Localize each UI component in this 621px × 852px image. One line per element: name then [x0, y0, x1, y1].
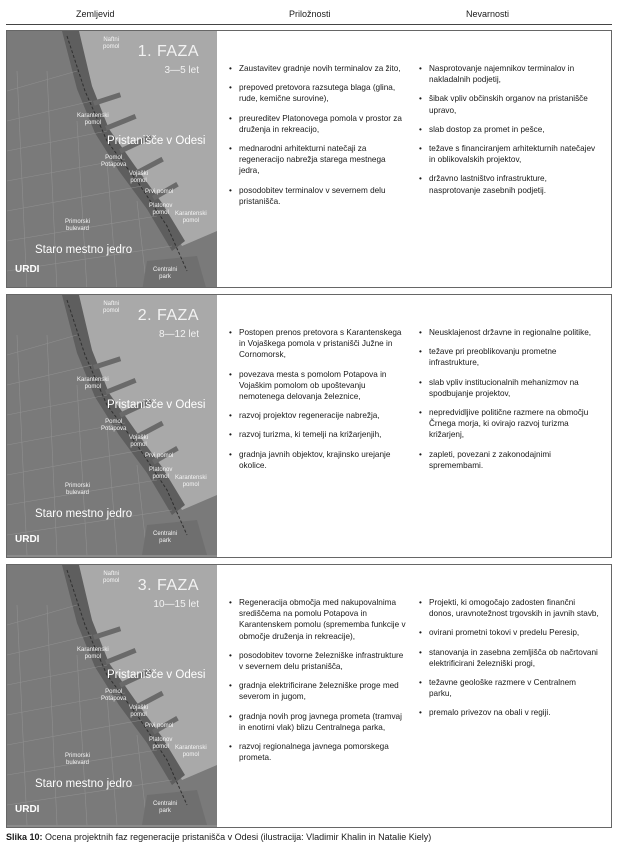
- label-naftni-pomol: Naftni pomol: [103, 571, 120, 584]
- urdi-logo: URDI: [15, 804, 40, 815]
- label-prvi-pomol: Prvi pomol: [145, 453, 174, 459]
- opportunity-item: • povezava mesta s pomolom Potapova in Vojaškim pomolom ob upoštevanju nemotenega delovanja železnice,: [229, 369, 407, 403]
- threats-column: [419, 597, 599, 727]
- threats-column: [419, 327, 599, 479]
- label-primorski: Primorski bulevard: [65, 753, 90, 766]
- threats-column: [419, 63, 599, 204]
- phase-badge: [138, 307, 199, 340]
- figure-caption: [6, 832, 431, 842]
- label-platonov: Platonov pomol: [149, 737, 173, 750]
- threat-item: • težave s financiranjem arhitekturnih natečajev in oblikovalskih projektov,: [419, 143, 599, 165]
- label-platonov: Platonov pomol: [149, 203, 173, 216]
- opportunities-list: [229, 63, 407, 207]
- label-platonov: Platonov pomol: [149, 467, 173, 480]
- label-vojaski: Vojaški pomol: [129, 705, 149, 718]
- threat-item: • zapleti, povezani z zakonodajnimi spremembami.: [419, 449, 599, 471]
- header-opportunities: Priložnosti: [289, 9, 331, 19]
- opportunity-item: • Postopen prenos pretovora s Karantenskega in Vojaškega pomola v pristanišči Južne in Cornomorsk,: [229, 327, 407, 361]
- opportunity-item: • razvoj projektov regeneracije nabrežja,: [229, 410, 407, 421]
- threat-item: • premalo privezov na obali v regiji.: [419, 707, 599, 718]
- threat-item: • težave pri preoblikovanju prometne infrastrukture,: [419, 346, 599, 368]
- phase-title: 2. FAZA: [137, 307, 199, 324]
- header-divider: [6, 24, 612, 25]
- opportunities-column: [229, 327, 407, 479]
- label-karantenski-left: Karantenski pomol: [77, 113, 109, 126]
- label-karantenski-left: Karantenski pomol: [77, 647, 109, 660]
- threat-item: • nepredvidljive politične razmere na območju Črnega morja, ki ovirajo razvoj turizma križarjenj,: [419, 407, 599, 441]
- urdi-logo: URDI: [15, 264, 40, 275]
- phase-title: 1. FAZA: [137, 43, 199, 60]
- opportunity-item: • Zaustavitev gradnje novih terminalov za žito,: [229, 63, 407, 74]
- threat-item: • slab vpliv institucionalnih mehanizmov na spodbujanje projektov,: [419, 377, 599, 399]
- opportunities-column: [229, 597, 407, 771]
- phase-badge: [138, 577, 199, 610]
- threat-item: • stanovanja in zasebna zemljišča ob načrtovani elektrificirani železniški progi,: [419, 647, 599, 669]
- label-vojaski: Vojaški pomol: [129, 435, 149, 448]
- table-header: [6, 9, 606, 21]
- label-port-title: Pristanišče v Odesi: [107, 135, 206, 147]
- label-primorski: Primorski bulevard: [65, 483, 90, 496]
- label-old-town: Staro mestno jedro: [35, 508, 133, 520]
- phase-years: 3—5 let: [164, 65, 199, 76]
- threats-list: [419, 63, 599, 196]
- label-primorski: Primorski bulevard: [65, 219, 90, 232]
- threats-list: [419, 597, 599, 719]
- phase-row: [6, 294, 612, 558]
- opportunities-list: [229, 597, 407, 763]
- threat-item: • Neusklajenost državne in regionalne politike,: [419, 327, 599, 338]
- label-port-title: Pristanišče v Odesi: [107, 669, 206, 681]
- phase-map: [7, 31, 217, 287]
- threat-item: • slab dostop za promet in pešce,: [419, 124, 599, 135]
- label-potapova: Pomol Potapova: [101, 155, 127, 168]
- header-map: Zemljevid: [76, 9, 115, 19]
- label-park: Centralni park: [153, 267, 178, 280]
- phase-years: 10—15 let: [153, 599, 199, 610]
- opportunity-item: • gradnja elektrificirane železniške proge med severom in jugom,: [229, 680, 407, 702]
- threat-item: • težavne geološke razmere v Centralnem parku,: [419, 677, 599, 699]
- label-karantenski-left: Karantenski pomol: [77, 377, 109, 390]
- caption-label: Slika 10:: [6, 832, 43, 842]
- threat-item: • Projekti, ki omogočajo zadosten finančni donos, uravnotežnost trgovskih in javnih stavb,: [419, 597, 599, 619]
- opportunities-list: [229, 327, 407, 471]
- opportunity-item: • mednarodni arhitekturni natečaji za regeneracijo nabrežja starega mestnega jedra,: [229, 143, 407, 177]
- phase-years: 8—12 let: [158, 329, 199, 340]
- threat-item: • državno lastništvo infrastrukture, nasprotovanje zasebnih podjetij.: [419, 173, 599, 195]
- label-old-town: Staro mestno jedro: [35, 244, 133, 256]
- opportunities-column: [229, 63, 407, 215]
- opportunity-item: • posodobitev terminalov v severnem delu pristanišča.: [229, 185, 407, 207]
- phase-map: [7, 295, 217, 557]
- phase-row: [6, 30, 612, 288]
- label-vojaski: Vojaški pomol: [129, 171, 149, 184]
- phase-map: [7, 565, 217, 827]
- label-park: Centralni park: [153, 801, 178, 814]
- label-karantenski-right: Karantenski pomol: [175, 475, 207, 488]
- threat-item: • Nasprotovanje najemnikov terminalov in nakladalnih podjetij,: [419, 63, 599, 85]
- opportunity-item: • razvoj regionalnega javnega pomorskega prometa.: [229, 741, 407, 763]
- threat-item: • šibak vpliv občinskih organov na pristanišče upravo,: [419, 93, 599, 115]
- opportunity-item: • razvoj turizma, ki temelji na križarjenjih,: [229, 429, 407, 440]
- threats-list: [419, 327, 599, 471]
- label-prvi-pomol: Prvi pomol: [145, 723, 174, 729]
- caption-text: Ocena projektnih faz regeneracije pristanišča v Odesi (ilustracija: Vladimir Khalin in Natalie Kiely): [42, 832, 432, 842]
- threat-item: • ovirani prometni tokovi v predelu Peresip,: [419, 627, 599, 638]
- opportunity-item: • gradnja javnih objektov, krajinsko urejanje okolice.: [229, 449, 407, 471]
- label-prvi-pomol: Prvi pomol: [145, 189, 174, 195]
- label-park: Centralni park: [153, 531, 178, 544]
- label-potapova: Pomol Potapova: [101, 689, 127, 702]
- opportunity-item: • Regeneracija območja med nakupovalnima središčema na pomolu Potapova in Karantenskem pomolu (sprememba funkcije v območje druženja in rekreacije),: [229, 597, 407, 642]
- opportunity-item: • gradnja novih prog javnega prometa (tramvaj in enotirni vlak) blizu Centralnega parka,: [229, 711, 407, 733]
- urdi-logo: URDI: [15, 534, 40, 545]
- label-potapova: Pomol Potapova: [101, 419, 127, 432]
- label-port-title: Pristanišče v Odesi: [107, 399, 206, 411]
- opportunity-item: • preureditev Platonovega pomola v prostor za druženja in rekreacijo,: [229, 113, 407, 135]
- opportunity-item: • posodobitev tovorne železniške infrastrukture v severnem delu pristanišča,: [229, 650, 407, 672]
- label-karantenski-right: Karantenski pomol: [175, 745, 207, 758]
- label-naftni-pomol: Naftni pomol: [103, 37, 120, 50]
- phase-row: [6, 564, 612, 828]
- phase-title: 3. FAZA: [137, 577, 199, 594]
- header-threats: Nevarnosti: [466, 9, 510, 19]
- opportunity-item: • prepoved pretovora razsutega blaga (glina, rude, kemične surovine),: [229, 82, 407, 104]
- phase-badge: [138, 43, 199, 76]
- label-naftni-pomol: Naftni pomol: [103, 301, 120, 314]
- label-karantenski-right: Karantenski pomol: [175, 211, 207, 224]
- label-old-town: Staro mestno jedro: [35, 778, 133, 790]
